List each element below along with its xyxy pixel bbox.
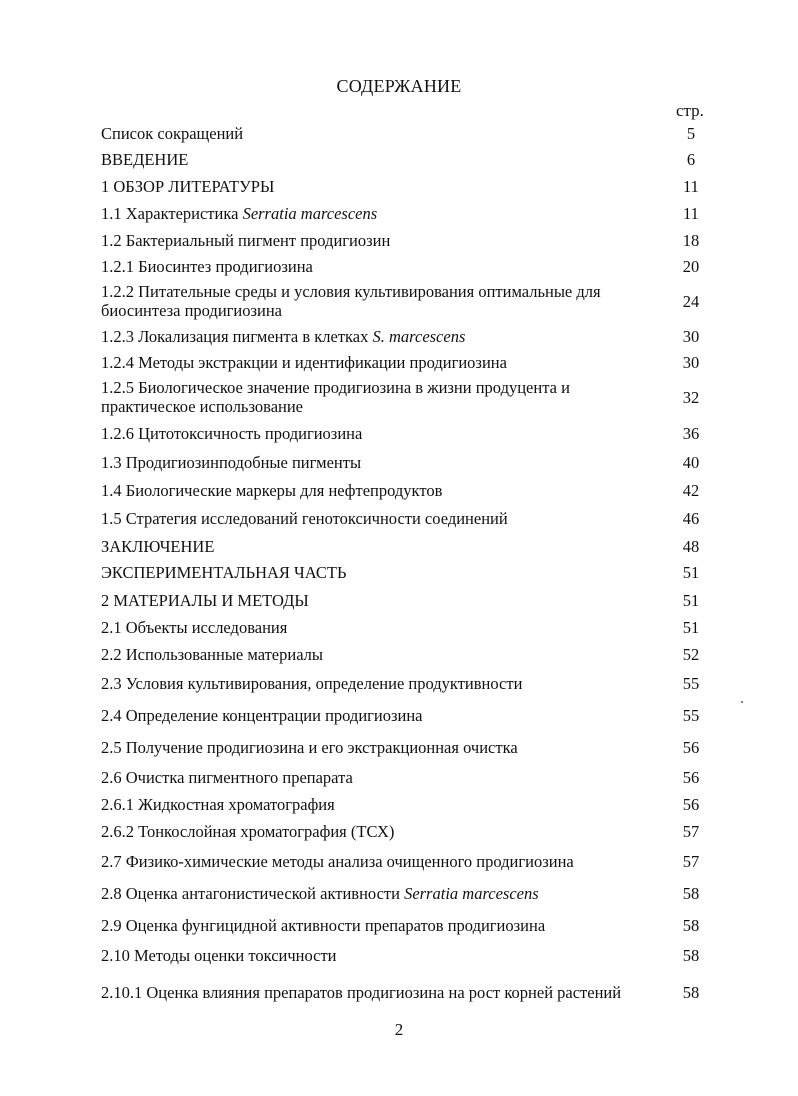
toc-entry-page: 40 — [682, 452, 700, 472]
toc-entry-title: 1.2.4 Методы экстракции и идентификации продигиозина — [101, 352, 507, 372]
toc-entry-title: 2.6.1 Жидкостная хроматография — [101, 795, 335, 814]
toc-entry — [101, 173, 711, 200]
toc-entry-title: 1 ОБЗОР ЛИТЕРАТУРЫ — [101, 177, 275, 196]
toc-entry — [101, 941, 711, 970]
toc-entry-title: 1.2.2 Питательные среды и условия культивирования оптимальные для биосинтеза продигиозина — [101, 282, 601, 320]
toc-entry — [101, 668, 711, 699]
toc-entry-title: 1.3 Продигиозинподобные пигменты — [101, 452, 362, 472]
toc-entry — [101, 763, 711, 791]
table-of-contents — [101, 120, 711, 1014]
toc-entry — [101, 504, 711, 533]
toc-entry-title: 2.6.2 Тонкослойная хроматография (ТСХ) — [101, 822, 395, 841]
toc-entry — [101, 120, 711, 146]
toc-entry-title: 1.5 Стратегия исследований генотоксичности соединений — [101, 509, 508, 528]
toc-entry — [101, 279, 711, 323]
toc-entry — [101, 448, 711, 476]
toc-entry — [101, 227, 711, 253]
toc-entry-page: 6 — [686, 150, 696, 169]
toc-entry-page: 24 — [682, 291, 700, 311]
toc-title: СОДЕРЖАНИЕ — [336, 76, 462, 96]
toc-entry — [101, 699, 711, 732]
toc-entry — [101, 419, 711, 448]
scan-speck — [741, 701, 743, 703]
toc-entry-title: 2.8 Оценка антагонистической активности Serratia marcescens — [101, 884, 539, 903]
toc-entry-page: 46 — [682, 509, 700, 528]
toc-entry — [101, 586, 711, 614]
toc-entry-title: ЗАКЛЮЧЕНИЕ — [101, 536, 215, 556]
toc-entry — [101, 200, 711, 227]
toc-entry-page: 11 — [683, 177, 699, 196]
toc-entry — [101, 845, 711, 877]
toc-entry-page: 57 — [682, 822, 700, 841]
toc-entry-page: 51 — [682, 590, 700, 610]
toc-entry-page: 58 — [682, 916, 700, 935]
toc-entry — [101, 791, 711, 818]
toc-entry-title: 1.2 Бактериальный пигмент продигиозин — [101, 230, 391, 250]
toc-entry-title: 1.2.6 Цитотоксичность продигиозина — [101, 424, 363, 443]
toc-entry-title: 2.10.1 Оценка влияния препаратов продигиозина на рост корней растений — [101, 982, 622, 1002]
toc-entry-page: 30 — [682, 352, 700, 372]
toc-entry-title: 2.9 Оценка фунгицидной активности препаратов продигиозина — [101, 916, 546, 935]
toc-entry-page: 42 — [682, 480, 700, 500]
toc-entry — [101, 877, 711, 910]
toc-entry — [101, 732, 711, 763]
toc-entry — [101, 818, 711, 845]
toc-entry-title: ЭКСПЕРИМЕНТАЛЬНАЯ ЧАСТЬ — [101, 563, 347, 582]
toc-entry-title: 2 МАТЕРИАЛЫ И МЕТОДЫ — [101, 590, 309, 610]
toc-entry-page: 58 — [682, 884, 700, 903]
toc-entry-title: 2.10 Методы оценки токсичности — [101, 946, 337, 965]
toc-entry-page: 56 — [682, 738, 700, 757]
toc-entry-title: 2.5 Получение продигиозина и его экстракционная очистка — [101, 738, 518, 757]
toc-entry — [101, 970, 711, 1014]
toc-entry-page: 56 — [682, 767, 700, 787]
toc-entry — [101, 375, 711, 419]
toc-entry — [101, 559, 711, 586]
toc-entry-title: 2.4 Определение концентрации продигиозина — [101, 706, 423, 725]
toc-entry-title: 2.7 Физико-химические методы анализа очищенного продигиозина — [101, 851, 574, 871]
toc-entry-page: 58 — [682, 982, 700, 1002]
toc-entry — [101, 641, 711, 668]
page-number: 2 — [394, 1020, 404, 1039]
toc-entry — [101, 533, 711, 559]
toc-entry-title: 2.6 Очистка пигментного препарата — [101, 767, 353, 787]
toc-entry — [101, 614, 711, 641]
toc-entry-page: 51 — [682, 618, 700, 637]
toc-entry-title: ВВЕДЕНИЕ — [101, 150, 189, 169]
toc-entry-page: 55 — [682, 674, 700, 693]
toc-entry-page: 57 — [682, 851, 700, 871]
toc-entry-page: 58 — [682, 946, 700, 965]
toc-entry-page: 55 — [682, 706, 700, 725]
toc-entry — [101, 349, 711, 375]
toc-entry-title: 2.1 Объекты исследования — [101, 618, 288, 637]
toc-entry-title: 1.2.3 Локализация пигмента в клетках S. marcescens — [101, 326, 466, 346]
toc-entry — [101, 253, 711, 279]
toc-entry-title: 2.2 Использованные материалы — [101, 645, 324, 664]
toc-entry-title: 1.2.5 Биологическое значение продигиозина в жизни продуцента и практическое использование — [101, 378, 570, 416]
toc-entry — [101, 146, 711, 173]
toc-entry-page: 56 — [682, 795, 700, 814]
toc-entry-title: 1.2.1 Биосинтез продигиозина — [101, 256, 313, 276]
toc-entry-page: 11 — [683, 204, 699, 223]
toc-entry-page: 36 — [682, 424, 700, 443]
toc-entry-page: 20 — [682, 256, 700, 276]
toc-entry-page: 52 — [682, 645, 700, 664]
toc-entry — [101, 476, 711, 504]
toc-entry-page: 32 — [682, 387, 700, 407]
toc-entry-title: 1.4 Биологические маркеры для нефтепродуктов — [101, 480, 443, 500]
toc-entry-title: 1.1 Характеристика Serratia marcescens — [101, 204, 378, 223]
toc-entry-page: 5 — [686, 123, 696, 143]
toc-entry-page: 48 — [682, 536, 700, 556]
page-column-label: стр. — [676, 101, 704, 120]
toc-entry — [101, 910, 711, 941]
toc-entry-page: 51 — [682, 563, 700, 582]
toc-entry-page: 18 — [682, 230, 700, 250]
toc-entry-title: 2.3 Условия культивирования, определение продуктивности — [101, 674, 523, 693]
toc-entry-title: Список сокращений — [101, 123, 244, 143]
toc-entry — [101, 323, 711, 349]
toc-entry-page: 30 — [682, 326, 700, 346]
